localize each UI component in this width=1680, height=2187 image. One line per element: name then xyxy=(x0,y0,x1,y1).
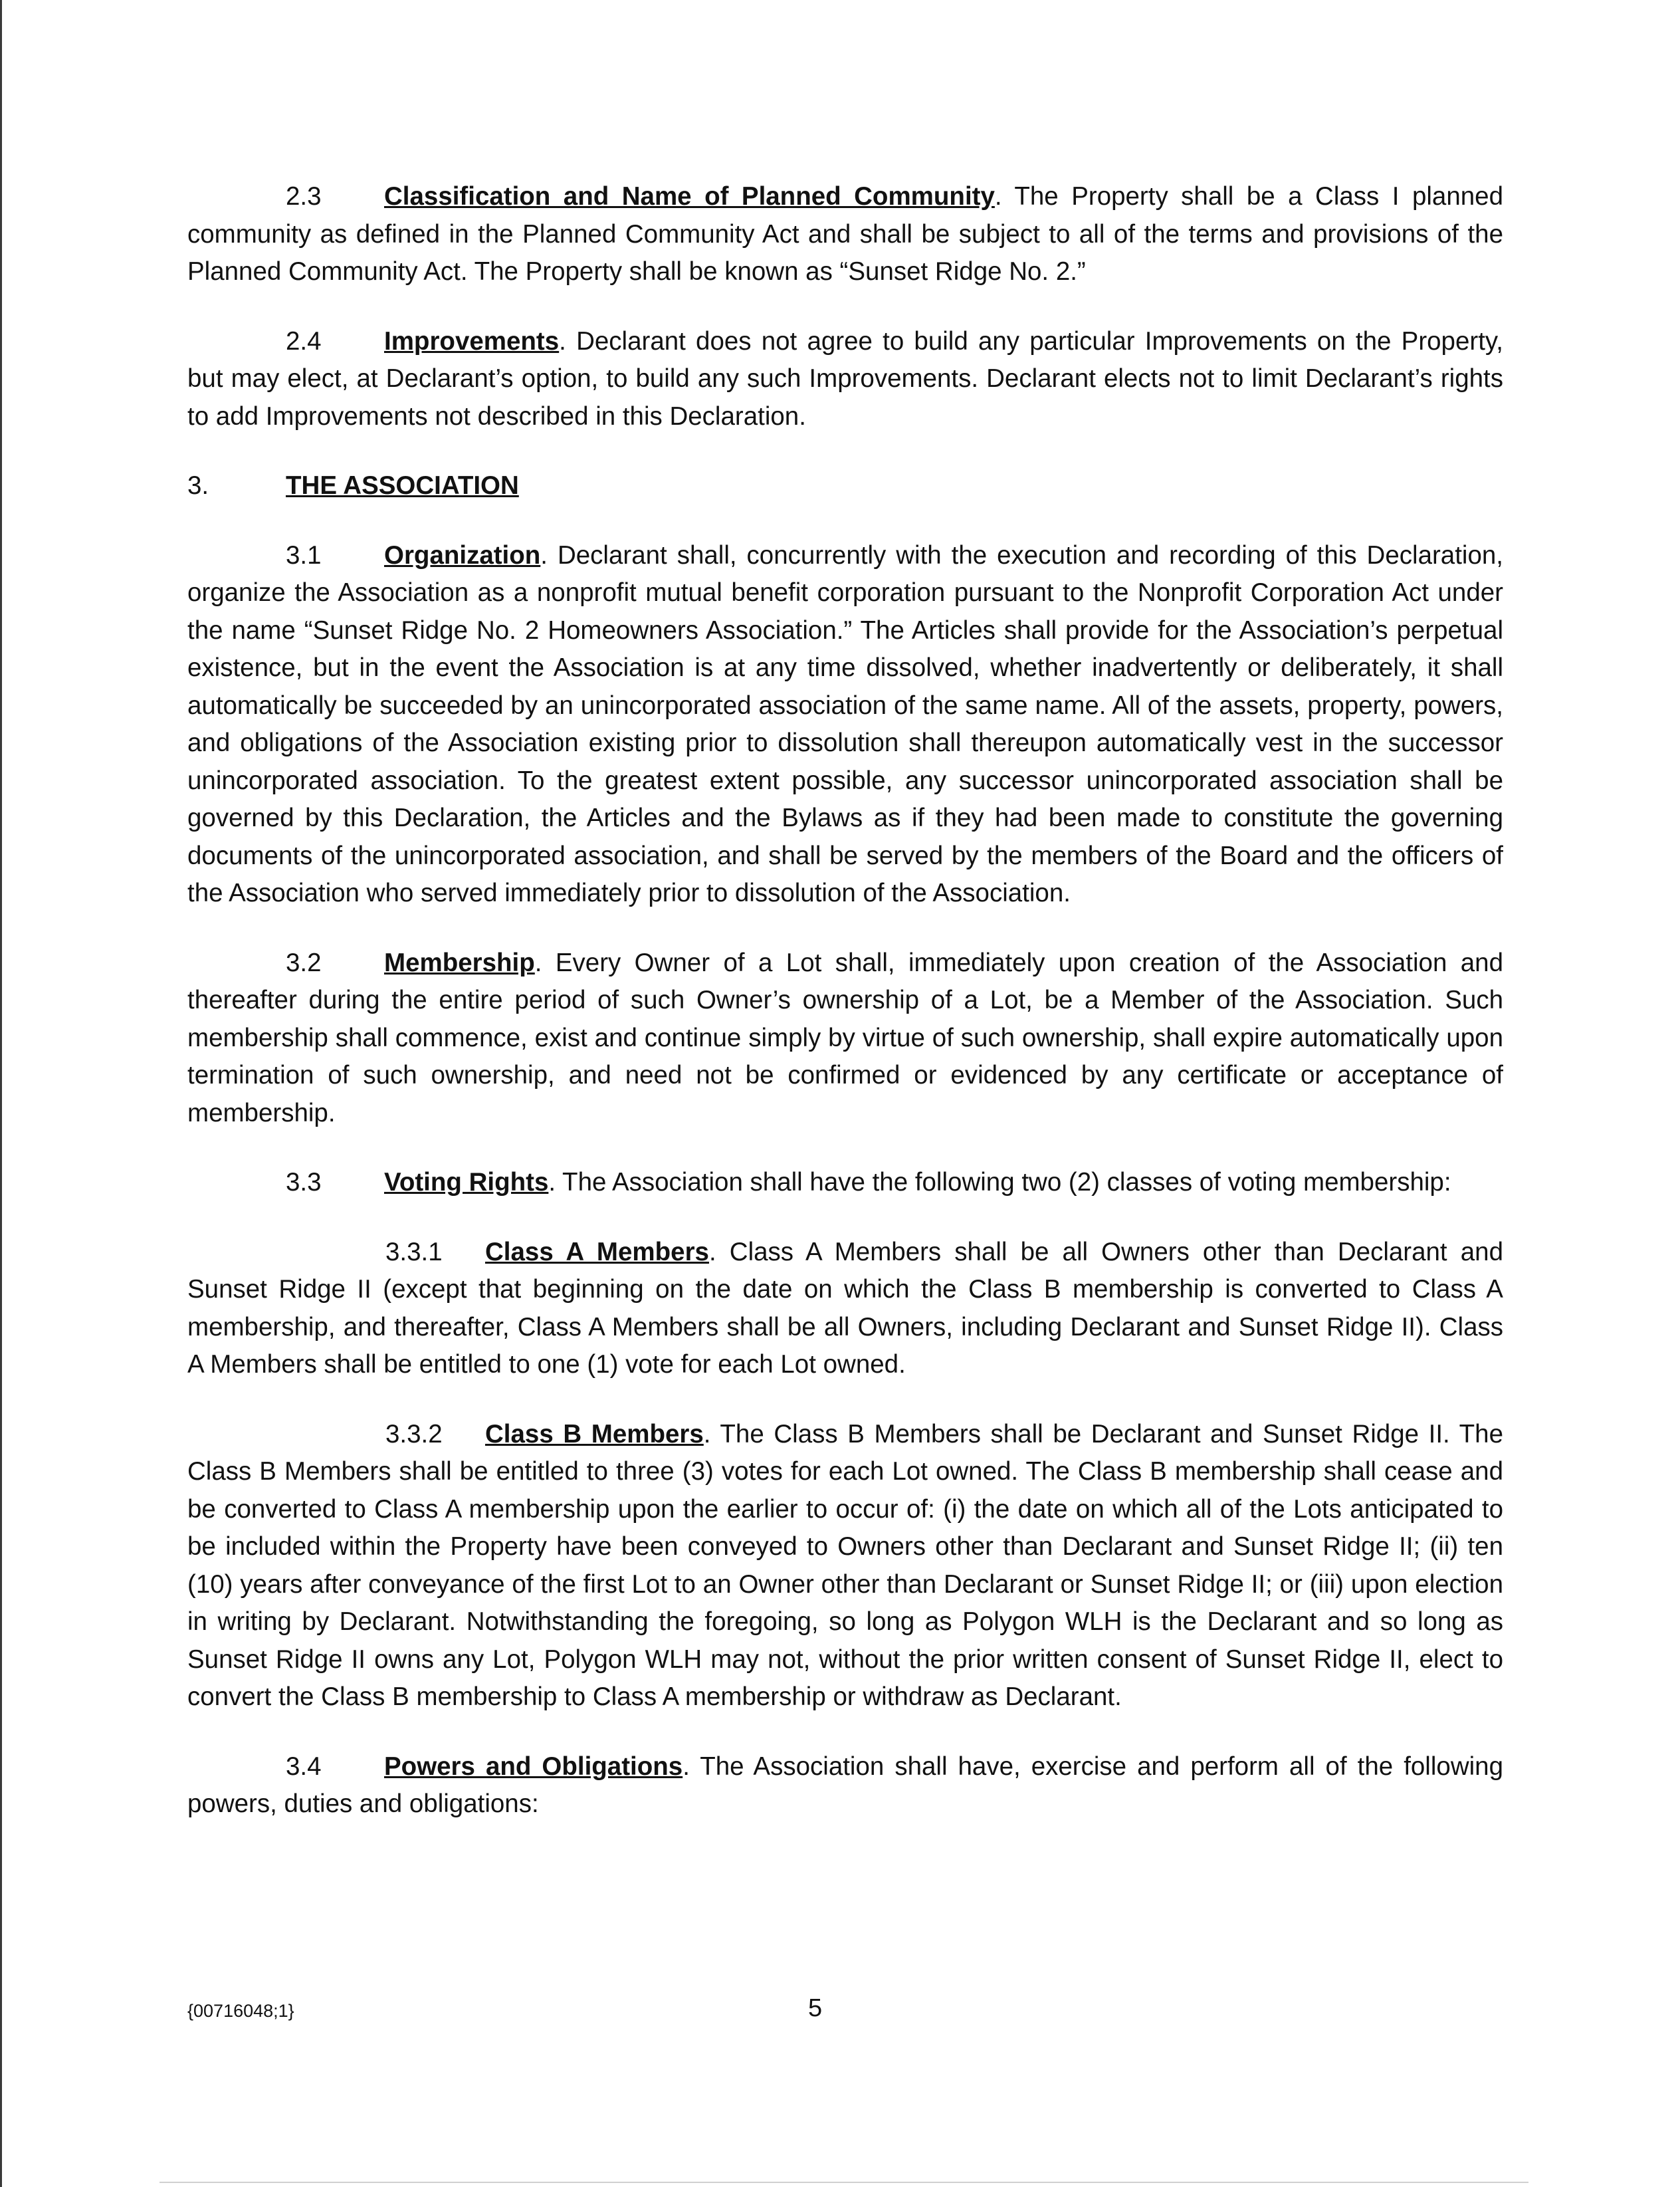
section-text: . Class A Members shall be all Owners other than Declarant and Sunset Ridge II (except that beginning on the date on which the Class B membership is converted to Class A membership, and thereafter, Class A Members shall be all Owners, including Declarant and Sunset Ridge II). Class A Members shall be entitled to one (1) vote for each Lot owned. xyxy=(187,1237,1503,1379)
section-heading: Class A Members xyxy=(485,1237,709,1266)
section-title: THE ASSOCIATION xyxy=(286,471,519,500)
footer-document-id: {00716048;1} xyxy=(187,2001,294,2021)
section-number: 3.4 xyxy=(286,1752,322,1781)
section-text: . The Property shall be a Class I planned community as defined in the Planned Community Act and shall be subject to all of the terms and provisions of the Planned Community Act. The Property shall be known as “Sunset Ridge No. 2.” xyxy=(187,182,1503,286)
section-text: . The Association shall have, exercise and perform all of the following powers, duties and obligations: xyxy=(187,1752,1503,1818)
section-number: 3.3.1 xyxy=(385,1237,443,1266)
section-number: 3.3.2 xyxy=(385,1419,443,1448)
scan-left-edge xyxy=(0,0,2,2187)
section-heading: Membership xyxy=(384,948,535,977)
section-number: 2.3 xyxy=(286,182,322,211)
section-text: . Declarant shall, concurrently with the execution and recording of this Declaration, organize the Association as a nonprofit mutual benefit corporation pursuant to the Nonprofit Corporation Act under the name “Sunset Ridge No. 2 Homeowners Association.” The Articles shall provide for the Association’s perpetual existence, but in the event the Association is at any time dissolved, whether inadvertently or deliberately, it shall automatically be succeeded by an unincorporated association of the same name. All of the assets, property, powers, and obligations of the Association existing prior to dissolution shall thereupon automatically vest in the successor unincorporated association. To the greatest extent possible, any successor unincorporated association shall be governed by this Declaration, the Articles and the Bylaws as if they had been made to constitute the governing documents of the unincorporated association, and shall be served by the members of the Board and the officers of the Association who served immediately prior to dissolution of the Association. xyxy=(187,540,1503,907)
section-text: . Every Owner of a Lot shall, immediately upon creation of the Association and thereafter during the entire period of such Owner’s ownership of a Lot, be a Member of the Association. Such membership shall commence, exist and continue simply by virtue of such ownership, shall expire automatically upon termination of such ownership, and need not be confirmed or evidenced by any certificate or acceptance of membership. xyxy=(187,948,1503,1127)
section-3-1 xyxy=(187,537,1503,913)
section-number: 3.2 xyxy=(286,948,322,977)
section-heading: Voting Rights xyxy=(384,1168,549,1197)
section-heading: Organization xyxy=(384,540,541,570)
section-3-3-1 xyxy=(187,1234,1503,1384)
section-text: . Declarant does not agree to build any particular Improvements on the Property, but may elect, at Declarant’s option, to build any such Improvements. Declarant elects not to limit Declarant’s rights to add Improvements not described in this Declaration. xyxy=(187,326,1503,431)
section-3-3 xyxy=(187,1164,1503,1202)
section-heading: Class B Members xyxy=(485,1419,704,1448)
section-text: . The Class B Members shall be Declarant and Sunset Ridge II. The Class B Members shall be entitled to three (3) votes for each Lot owned. The Class B membership shall cease and be converted to Class A membership upon the earlier to occur of: (i) the date on which all of the Lots anticipated to be included within the Property have been conveyed to Owners other than Declarant and Sunset Ridge II; (ii) ten (10) years after conveyance of the first Lot to an Owner other than Declarant or Sunset Ridge II; or (iii) upon election in writing by Declarant. Notwithstanding the foregoing, so long as Polygon WLH is the Declarant and so long as Sunset Ridge II owns any Lot, Polygon WLH may not, without the prior written consent of Sunset Ridge II, elect to convert the Class B membership to Class A membership or withdraw as Declarant. xyxy=(187,1419,1503,1711)
section-heading: Classification and Name of Planned Community xyxy=(384,182,995,211)
section-number: 3.3 xyxy=(286,1168,322,1197)
section-number: 3. xyxy=(187,471,209,500)
scan-bottom-edge xyxy=(159,2182,1528,2183)
section-heading: Improvements xyxy=(384,326,560,356)
section-heading: Powers and Obligations xyxy=(384,1752,683,1781)
section-2-3 xyxy=(187,178,1503,291)
section-2-4 xyxy=(187,323,1503,436)
section-text: . The Association shall have the following two (2) classes of voting membership: xyxy=(548,1168,1451,1197)
section-3-heading xyxy=(187,467,1503,505)
section-3-3-2 xyxy=(187,1416,1503,1716)
section-3-4 xyxy=(187,1748,1503,1823)
section-number: 3.1 xyxy=(286,540,322,570)
section-number: 2.4 xyxy=(286,326,322,356)
footer-page-number: 5 xyxy=(808,1994,823,2022)
document-body xyxy=(187,178,1503,1855)
section-3-2 xyxy=(187,945,1503,1133)
